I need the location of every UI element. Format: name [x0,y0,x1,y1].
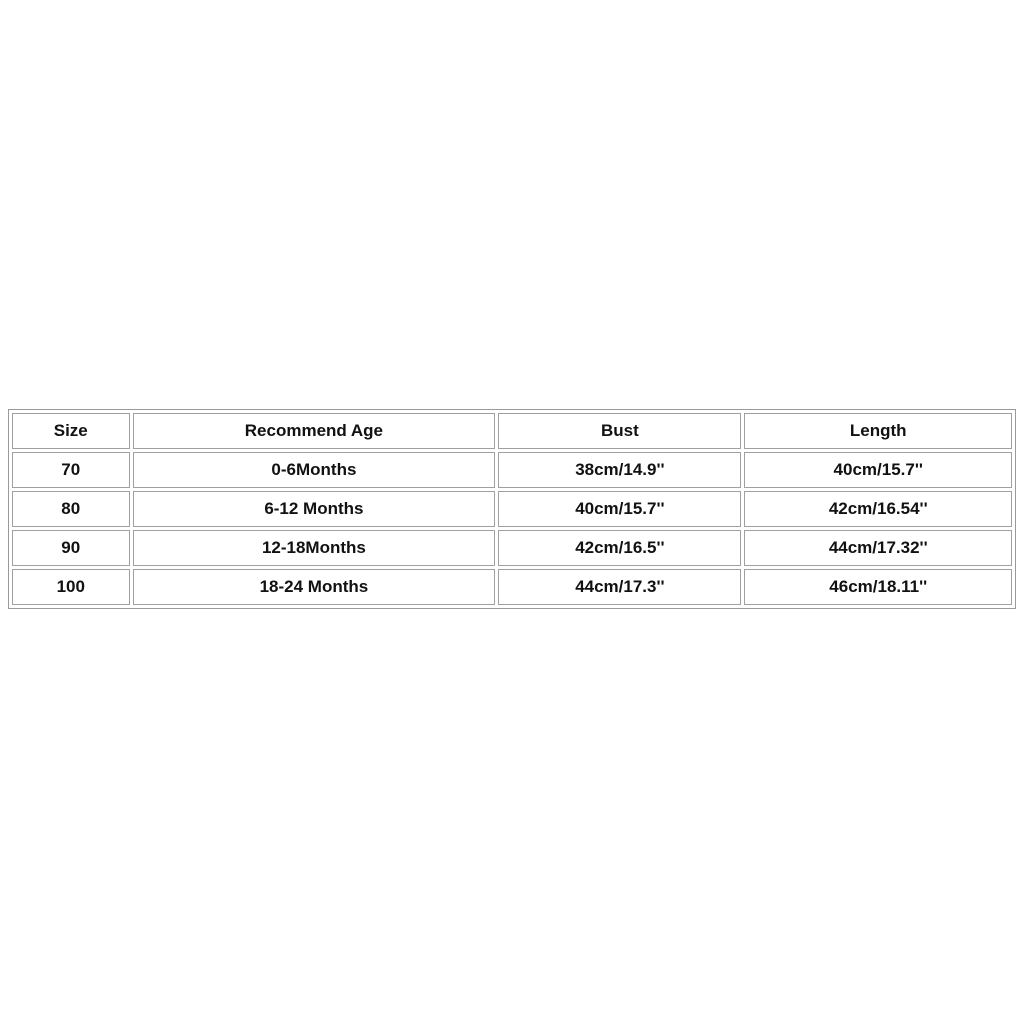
cell-bust: 44cm/17.3'' [498,569,741,605]
cell-length: 42cm/16.54'' [744,491,1012,527]
header-length: Length [744,413,1012,449]
size-chart-table [8,409,1016,609]
table-row [12,530,1012,566]
cell-bust: 40cm/15.7'' [498,491,741,527]
cell-bust: 42cm/16.5'' [498,530,741,566]
cell-length: 44cm/17.32'' [744,530,1012,566]
cell-length: 46cm/18.11'' [744,569,1012,605]
cell-size: 100 [12,569,130,605]
cell-recommend-age: 12-18Months [133,530,496,566]
cell-recommend-age: 18-24 Months [133,569,496,605]
cell-recommend-age: 6-12 Months [133,491,496,527]
header-recommend-age: Recommend Age [133,413,496,449]
table-row [12,491,1012,527]
cell-size: 90 [12,530,130,566]
cell-bust: 38cm/14.9'' [498,452,741,488]
cell-recommend-age: 0-6Months [133,452,496,488]
table-header-row [12,413,1012,449]
table-row [12,569,1012,605]
cell-length: 40cm/15.7'' [744,452,1012,488]
header-bust: Bust [498,413,741,449]
table-row [12,452,1012,488]
header-size: Size [12,413,130,449]
cell-size: 70 [12,452,130,488]
cell-size: 80 [12,491,130,527]
